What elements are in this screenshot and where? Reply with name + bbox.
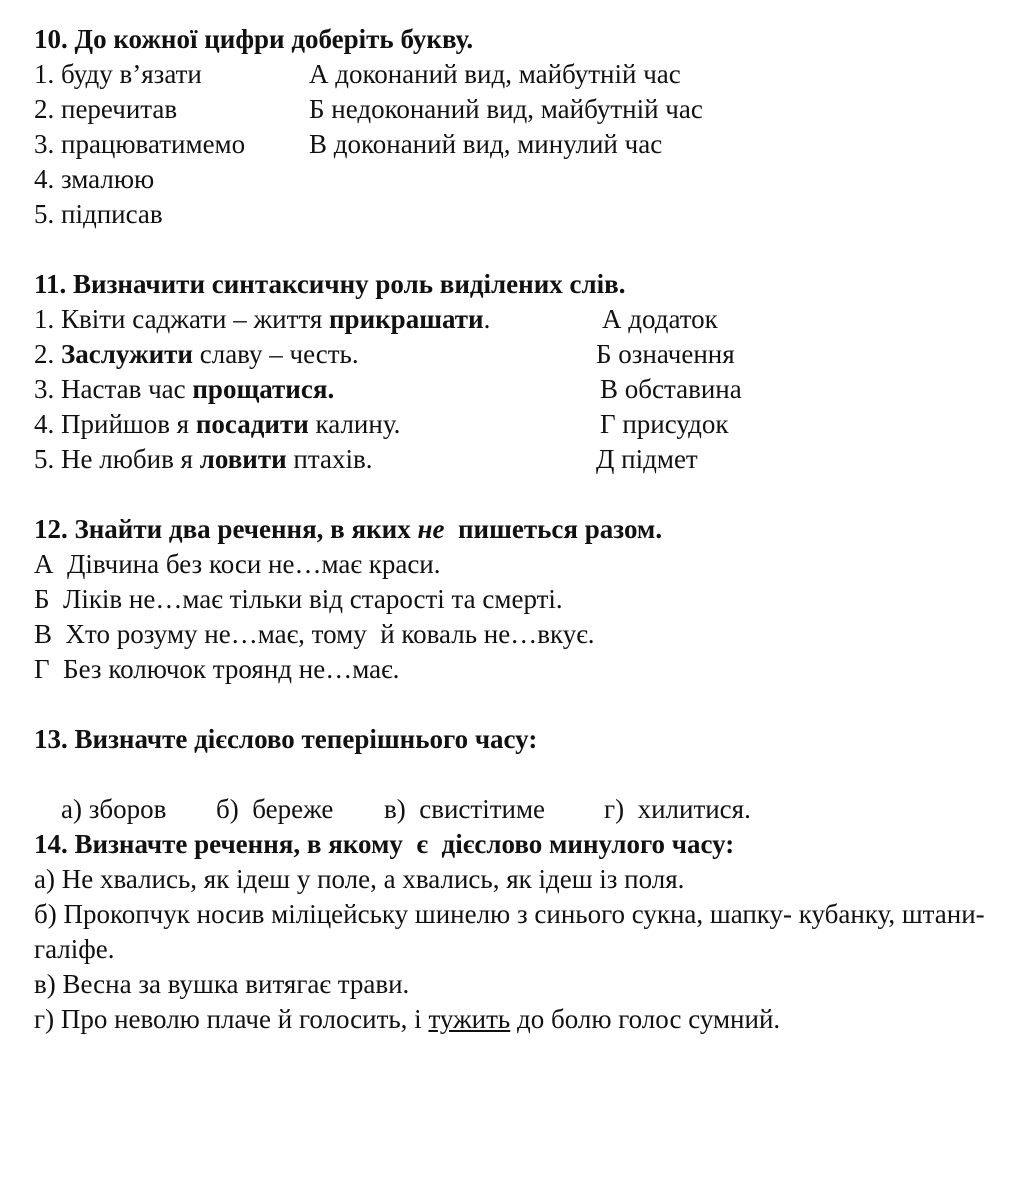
q11-row-3 bbox=[34, 372, 1019, 407]
worksheet bbox=[34, 22, 1019, 1037]
q12-option-v: В Хто розуму не…має, тому й коваль не…вкує. bbox=[34, 619, 595, 649]
q14-underlined-word: тужить bbox=[428, 1004, 511, 1034]
q11-answer-g: Г присудок bbox=[600, 409, 729, 439]
q10-row-5 bbox=[34, 197, 1019, 232]
q13-title: 13. Визначте дієслово теперішнього часу: bbox=[34, 724, 538, 754]
q12-title-ne: не bbox=[417, 514, 445, 544]
q10-row-4 bbox=[34, 162, 1019, 197]
q13-option-a: а) зборов bbox=[61, 794, 167, 824]
q10-right-v: В доконаний вид, минулий час bbox=[309, 129, 663, 159]
q11-item-2: 2. Заслужити славу – честь. bbox=[34, 339, 359, 369]
q12-option-b: Б Ліків не…має тільки від старості та смерті. bbox=[34, 584, 563, 614]
q11-answer-a: А додаток bbox=[602, 304, 718, 334]
q11-highlight-5: ловити bbox=[199, 444, 287, 474]
q10-row-2 bbox=[34, 92, 1019, 127]
q10-right-a: А доконаний вид, майбутній час bbox=[309, 59, 681, 89]
q12-title: 12. Знайти два речення, в яких не пишеться разом. bbox=[34, 514, 663, 544]
q11-answer-v: В обставина bbox=[600, 374, 742, 404]
q11-row-1 bbox=[34, 302, 1019, 337]
q14-title: 14. Визначте речення, в якому є дієслово минулого часу: bbox=[34, 829, 735, 859]
q10-right-b: Б недоконаний вид, майбутній час bbox=[309, 94, 703, 124]
q10-row-3 bbox=[34, 127, 1019, 162]
q10-left-3: 3. працюватимемо bbox=[34, 129, 246, 159]
q10-row-1 bbox=[34, 57, 1019, 92]
q11-item-4: 4. Прийшов я посадити калину. bbox=[34, 409, 401, 439]
q11-item-1: 1. Квіти саджати – життя прикрашати. bbox=[34, 304, 491, 334]
q11-highlight-3: прощатися. bbox=[192, 374, 335, 404]
q14-option-b: б) Прокопчук носив міліцейську шинелю з синього сукна, шапку- кубанку, штани-галіфе. bbox=[34, 899, 985, 964]
q14-option-v: в) Весна за вушка витягає трави. bbox=[34, 969, 410, 999]
q13-option-g: г) хилитися. bbox=[604, 794, 751, 824]
q13-options bbox=[34, 757, 1019, 824]
q10-left-5: 5. підписав bbox=[34, 199, 163, 229]
q11-highlight-1: прикрашати bbox=[329, 304, 484, 334]
q13-option-b: б) береже bbox=[216, 794, 334, 824]
q11-answer-d: Д підмет bbox=[596, 444, 698, 474]
q11-highlight-2: Заслужити bbox=[61, 339, 193, 369]
q10-left-2: 2. перечитав bbox=[34, 94, 178, 124]
q13-option-v: в) свистітиме bbox=[384, 794, 546, 824]
q10-title: 10. До кожної цифри доберіть букву. bbox=[34, 24, 474, 54]
q11-row-4 bbox=[34, 407, 1019, 442]
q11-row-5 bbox=[34, 442, 1019, 477]
q14-option-a: а) Не хвались, як ідеш у поле, а хвались, як ідеш із поля. bbox=[34, 864, 685, 894]
q14-option-g: г) Про неволю плаче й голосить, і тужить до болю голос сумний. bbox=[34, 1004, 781, 1034]
q11-item-3: 3. Настав час прощатися. bbox=[34, 374, 335, 404]
q11-title: 11. Визначити синтаксичну роль виділених слів. bbox=[34, 269, 626, 299]
q11-answer-b: Б означення bbox=[596, 339, 735, 369]
q12-option-g: Г Без колючок троянд не…має. bbox=[34, 654, 400, 684]
q10-left-4: 4. змалюю bbox=[34, 164, 155, 194]
q11-highlight-4: посадити bbox=[195, 409, 309, 439]
q11-row-2 bbox=[34, 337, 1019, 372]
q11-item-5: 5. Не любив я ловити птахів. bbox=[34, 444, 373, 474]
q12-option-a: А Дівчина без коси не…має краси. bbox=[34, 549, 441, 579]
q10-left-1: 1. буду в’язати bbox=[34, 59, 202, 89]
